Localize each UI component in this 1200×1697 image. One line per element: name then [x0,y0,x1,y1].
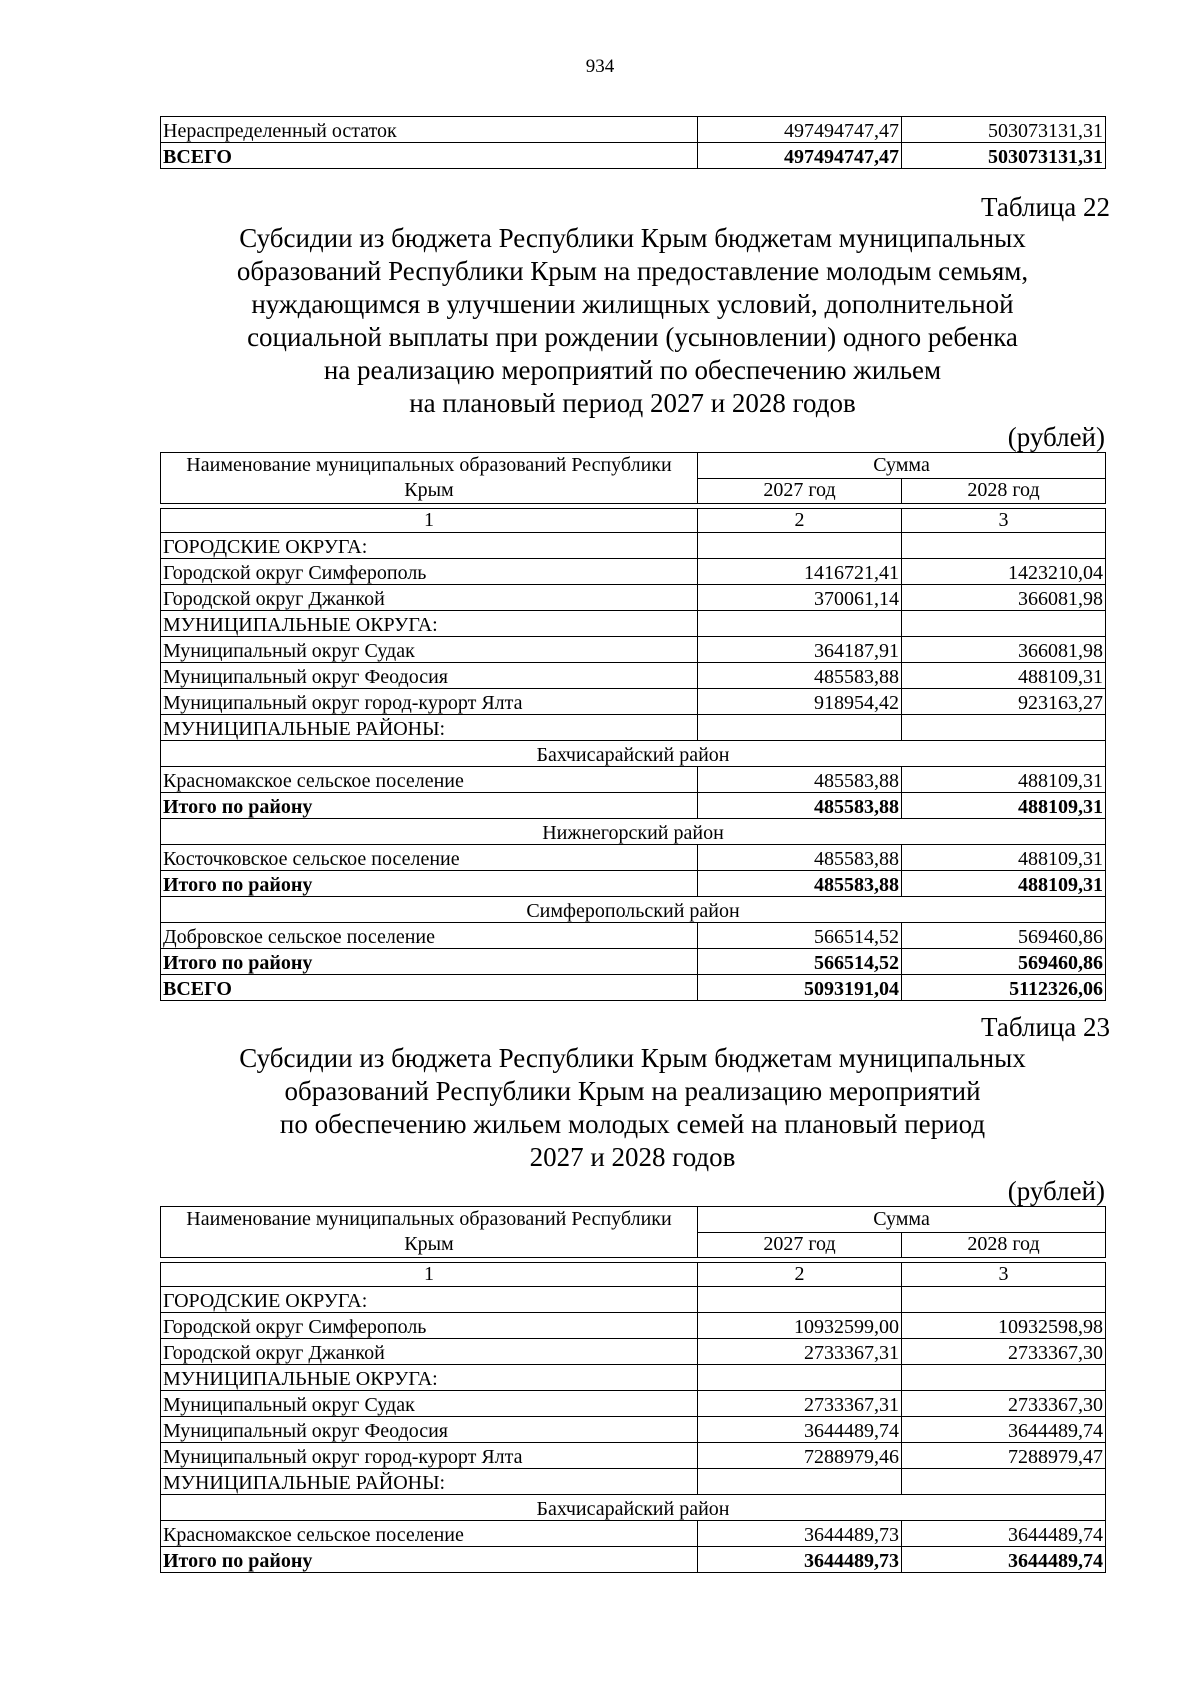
value-2028: 366081,98 [902,637,1106,663]
column-number-row [161,1263,1106,1287]
empty-cell [902,533,1106,559]
value-2027: 5093191,04 [698,975,902,1001]
title-line: социальной выплаты при рождении (усыновлении) одного ребенка [247,322,1018,352]
row-name: Муниципальный округ Феодосия [161,1417,698,1443]
value-2027: 918954,42 [698,689,902,715]
table-23-title [160,1042,1105,1174]
value-2028: 1423210,04 [902,559,1106,585]
value-2027: 370061,14 [698,585,902,611]
title-line: на плановый период 2027 и 2028 годов [409,388,856,418]
row-name: Городской округ Симферополь [161,1313,698,1339]
value-2028: 5112326,06 [902,975,1106,1001]
column-number: 1 [161,1263,698,1287]
row-name: Добровское сельское поселение [161,923,698,949]
table-22-title [160,222,1105,420]
value-2028: 488109,31 [902,663,1106,689]
title-line: на реализацию мероприятий по обеспечению жильем [323,355,942,385]
row-name: Городской округ Джанкой [161,585,698,611]
carryover-table [160,116,1106,169]
section-name: МУНИЦИПАЛЬНЫЕ РАЙОНЫ: [161,1469,698,1495]
table-row [161,1417,1106,1443]
column-number: 2 [698,509,902,533]
column-number: 2 [698,1263,902,1287]
value-2027: 10932599,00 [698,1313,902,1339]
header-name: Наименование муниципальных образований Республики Крым [161,1207,698,1258]
table-row [161,689,1106,715]
empty-cell [698,611,902,637]
empty-cell [698,1287,902,1313]
row-name: Муниципальный округ Судак [161,1391,698,1417]
table-row [161,637,1106,663]
title-line: нуждающимся в улучшении жилищных условий, дополнительной [251,289,1014,319]
empty-cell [902,1287,1106,1313]
row-name: Муниципальный округ Феодосия [161,663,698,689]
header-row [161,1207,1106,1233]
value-2027: 566514,52 [698,923,902,949]
section-row [161,533,1106,559]
table-row [161,845,1106,871]
value-2027: 1416721,41 [698,559,902,585]
district-name: Бахчисарайский район [161,1495,1106,1521]
row-name: Городской округ Джанкой [161,1339,698,1365]
district-name: Симферопольский район [161,897,1106,923]
section-name: МУНИЦИПАЛЬНЫЕ РАЙОНЫ: [161,715,698,741]
district-row [161,1495,1106,1521]
value-2028: 2733367,30 [902,1339,1106,1365]
row-name: Муниципальный округ город-курорт Ялта [161,1443,698,1469]
total-row [161,949,1106,975]
value-2027: 7288979,46 [698,1443,902,1469]
value-2027: 485583,88 [698,793,902,819]
value-2027: 3644489,73 [698,1521,902,1547]
empty-cell [902,1469,1106,1495]
total-row [161,143,1106,169]
table-22 [160,452,1106,1001]
empty-cell [902,1365,1106,1391]
total-row [161,871,1106,897]
table-row [161,767,1106,793]
row-name: Нераспределенный остаток [161,117,698,143]
section-name: МУНИЦИПАЛЬНЫЕ ОКРУГА: [161,611,698,637]
empty-cell [698,715,902,741]
section-row [161,1287,1106,1313]
value-2027: 2733367,31 [698,1391,902,1417]
row-name: Муниципальный округ город-курорт Ялта [161,689,698,715]
table-row [161,1521,1106,1547]
empty-cell [698,1365,902,1391]
table-row [161,117,1106,143]
table-row [161,585,1106,611]
header-sum: Сумма [698,453,1106,479]
value-2028: 2733367,30 [902,1391,1106,1417]
column-number: 1 [161,509,698,533]
total-row [161,975,1106,1001]
total-row [161,1547,1106,1573]
title-line: образований Республики Крым на реализацию мероприятий [284,1076,981,1106]
value-2028: 3644489,74 [902,1547,1106,1573]
section-name: ГОРОДСКИЕ ОКРУГА: [161,533,698,559]
header-2027: 2027 год [698,1232,902,1258]
section-row [161,1365,1106,1391]
empty-cell [698,1469,902,1495]
column-number: 3 [902,509,1106,533]
value-2028: 488109,31 [902,793,1106,819]
value-2028: 488109,31 [902,845,1106,871]
value-2027: 485583,88 [698,845,902,871]
table-22-units: (рублей) [1007,422,1105,452]
district-row [161,741,1106,767]
header-row [161,453,1106,479]
row-name: Муниципальный округ Судак [161,637,698,663]
value-2028: 569460,86 [902,923,1106,949]
table-22-label: Таблица 22 [981,192,1110,222]
district-name: Бахчисарайский район [161,741,1106,767]
district-name: Нижнегорский район [161,819,1106,845]
value-2027: 485583,88 [698,871,902,897]
table-23-label: Таблица 23 [981,1012,1110,1042]
row-name: Красномакское сельское поселение [161,1521,698,1547]
row-name: Итого по району [161,793,698,819]
header-2028: 2028 год [902,1232,1106,1258]
value-2027: 497494747,47 [698,117,902,143]
value-2028: 7288979,47 [902,1443,1106,1469]
title-line: образований Республики Крым на предоставление молодым семьям, [236,256,1029,286]
total-row [161,793,1106,819]
value-2028: 3644489,74 [902,1417,1106,1443]
district-row [161,897,1106,923]
table-23 [160,1206,1106,1573]
section-row [161,611,1106,637]
empty-cell [698,533,902,559]
row-name: Итого по району [161,871,698,897]
value-2028: 366081,98 [902,585,1106,611]
row-name: Итого по району [161,949,698,975]
table-row [161,923,1106,949]
title-line: Субсидии из бюджета Республики Крым бюджетам муниципальных [239,1043,1026,1073]
table-row [161,1313,1106,1339]
table-row [161,663,1106,689]
row-name: Красномакское сельское поселение [161,767,698,793]
value-2028: 923163,27 [902,689,1106,715]
value-2027: 3644489,73 [698,1547,902,1573]
empty-cell [902,611,1106,637]
value-2027: 566514,52 [698,949,902,975]
title-line: по обеспечению жильем молодых семей на плановый период [279,1109,986,1139]
row-name: ВСЕГО [161,143,698,169]
column-number-row [161,509,1106,533]
table-row [161,1391,1106,1417]
table-row [161,559,1106,585]
row-name: Косточковское сельское поселение [161,845,698,871]
title-line: Субсидии из бюджета Республики Крым бюджетам муниципальных [239,223,1026,253]
section-name: МУНИЦИПАЛЬНЫЕ ОКРУГА: [161,1365,698,1391]
value-2028: 488109,31 [902,871,1106,897]
row-name: Городской округ Симферополь [161,559,698,585]
value-2028: 488109,31 [902,767,1106,793]
row-name: ВСЕГО [161,975,698,1001]
value-2027: 497494747,47 [698,143,902,169]
table-row [161,1339,1106,1365]
table-row [161,1443,1106,1469]
value-2027: 364187,91 [698,637,902,663]
page-number: 934 [585,56,615,77]
value-2027: 485583,88 [698,663,902,689]
value-2028: 569460,86 [902,949,1106,975]
value-2027: 3644489,74 [698,1417,902,1443]
title-line: 2027 и 2028 годов [529,1142,736,1172]
header-sum: Сумма [698,1207,1106,1233]
value-2028: 3644489,74 [902,1521,1106,1547]
section-name: ГОРОДСКИЕ ОКРУГА: [161,1287,698,1313]
section-row [161,1469,1106,1495]
header-2027: 2027 год [698,478,902,504]
header-2028: 2028 год [902,478,1106,504]
district-row [161,819,1106,845]
value-2027: 485583,88 [698,767,902,793]
empty-cell [902,715,1106,741]
table-23-units: (рублей) [1007,1176,1105,1206]
value-2028: 10932598,98 [902,1313,1106,1339]
section-row [161,715,1106,741]
value-2028: 503073131,31 [902,117,1106,143]
value-2027: 2733367,31 [698,1339,902,1365]
row-name: Итого по району [161,1547,698,1573]
header-name: Наименование муниципальных образований Республики Крым [161,453,698,504]
column-number: 3 [902,1263,1106,1287]
value-2028: 503073131,31 [902,143,1106,169]
